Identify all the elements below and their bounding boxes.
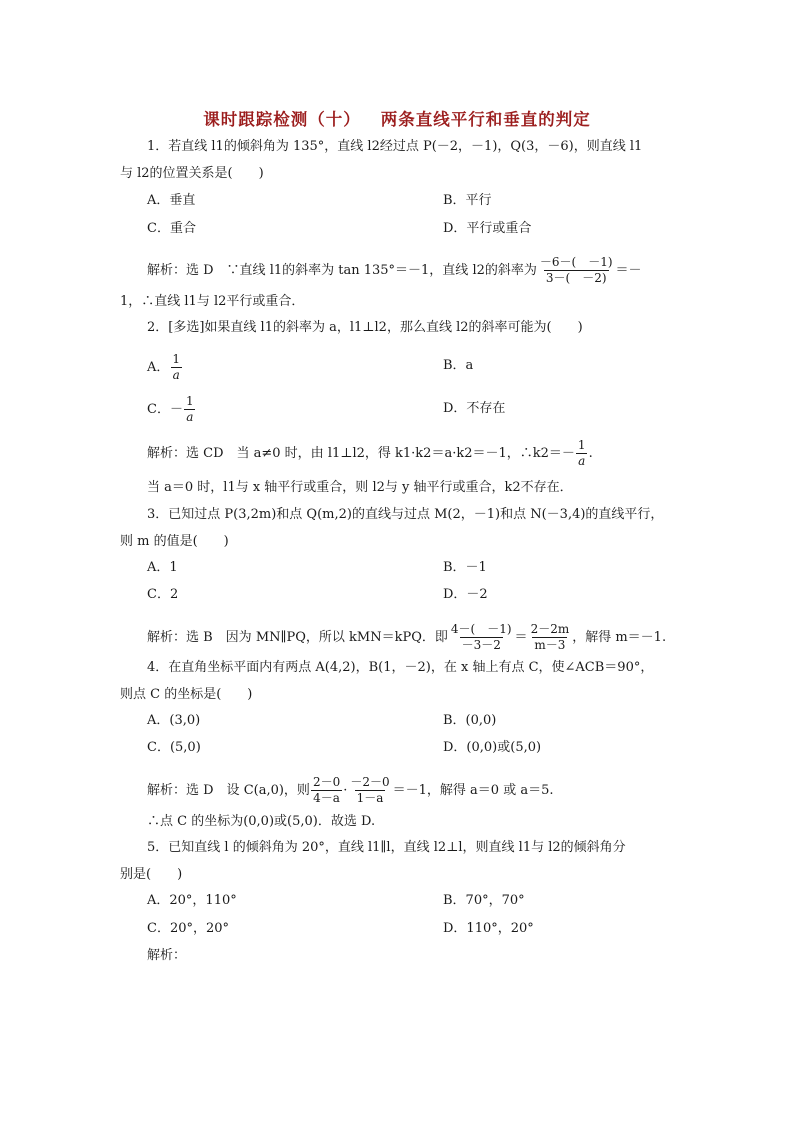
- q3-solution-fraction-1: [449, 622, 514, 653]
- q2-solution-line1: [147, 438, 593, 469]
- q5-stem-line1: 5．已知直线 l 的倾斜角为 20°，直线 l1∥l，直线 l2⊥l，则直线 l1与 l2的倾斜角分: [147, 840, 626, 855]
- q2-option-a-denominator: a: [172, 368, 180, 382]
- q2-solution-fraction: [576, 438, 588, 469]
- q2-option-b: B．a: [443, 358, 474, 373]
- q4-solution-fraction-2: [348, 775, 391, 806]
- q3-solution-equals: ＝: [514, 630, 528, 645]
- q2-option-d: D．不存在: [443, 401, 506, 416]
- q4-solution-denominator-1: 4－a: [313, 791, 340, 805]
- q1-stem-line1: 1．若直线 l1的倾斜角为 135°，直线 l2经过点 P(－2，－1)，Q(3，－6)，则直线 l1: [147, 139, 643, 154]
- q4-solution-fraction-1: [311, 775, 342, 806]
- q1-solution-fraction: [538, 255, 615, 286]
- title-part2: 两条直线平行和垂直的判定: [380, 110, 591, 129]
- q4-solution-dot: ·: [343, 783, 348, 798]
- q3-solution-denominator-2: m－3: [534, 638, 566, 652]
- q4-option-b: B．(0,0): [443, 713, 497, 728]
- q3-option-a: A．1: [147, 560, 178, 575]
- q3-solution-tail: ，解得 m＝－1.: [572, 630, 667, 645]
- q2-solution-line2: 当 a＝0 时，l1与 x 轴平行或重合，则 l2与 y 轴平行或重合，k2不存在．: [147, 480, 573, 495]
- q1-option-b: B．平行: [443, 193, 492, 208]
- page-title: [0, 106, 794, 130]
- q5-stem-line2: 别是( ): [120, 867, 183, 882]
- q2-solution-tail: .: [588, 446, 593, 461]
- q5-option-d: D．110°，20°: [443, 921, 534, 936]
- q5-option-a: A．20°，110°: [147, 893, 237, 908]
- q5-option-c: C．20°，20°: [147, 921, 230, 936]
- q2-option-c-denominator: a: [186, 410, 194, 424]
- q3-solution-numerator-1: 4－( －1): [450, 622, 512, 636]
- q1-solution-denominator: 3－( －2): [545, 271, 607, 285]
- q1-solution-tail: ＝－: [615, 263, 642, 278]
- q1-option-c: C．重合: [147, 221, 196, 236]
- q1-solution-line2: 1，∴直线 l1与 l2平行或重合．: [120, 294, 305, 309]
- q5-solution-line1: 解析：: [147, 948, 187, 963]
- q2-option-c-numerator: 1: [185, 394, 194, 408]
- q4-solution-denominator-2: 1－a: [356, 791, 384, 805]
- q3-option-d: D．－2: [443, 587, 488, 602]
- q1-solution-line1: [147, 255, 642, 286]
- q2-stem-line1: 2．[多选]如果直线 l1的斜率为 a，l1⊥l2，那么直线 l2的斜率可能为( ): [147, 320, 583, 335]
- q4-option-c: C．(5,0): [147, 740, 201, 755]
- q4-stem-line1: 4．在直角坐标平面内有两点 A(4,2)，B(1，－2)，在 x 轴上有点 C，使∠ACB＝90°，: [147, 660, 654, 675]
- q3-solution-line1: [147, 622, 666, 653]
- q2-option-c: [147, 394, 197, 425]
- q2-solution-text: 解析：选 CD 当 a≠0 时，由 l1⊥l2，得 k1·k2＝a·k2＝－1，∴k2＝－: [147, 446, 575, 461]
- q3-stem-line2: 则 m 的值是( ): [120, 534, 229, 549]
- q4-solution-line2: ∴点 C 的坐标为(0,0)或(5,0)．故选 D.: [147, 814, 376, 829]
- q4-solution-numerator-2: －2－0: [350, 775, 390, 789]
- q1-option-d: D．平行或重合: [443, 221, 532, 236]
- q4-stem-line2: 则点 C 的坐标是( ): [120, 687, 253, 702]
- q2-solution-denominator: a: [578, 454, 586, 468]
- title-part1: 课时跟踪检测（十）: [203, 110, 361, 129]
- q2-option-c-label: C．－: [147, 402, 183, 417]
- q4-solution-tail: ＝－1，解得 a＝0 或 a＝5.: [392, 783, 554, 798]
- q4-option-a: A．(3,0): [147, 713, 201, 728]
- q1-solution-numerator: －6－( －1): [539, 255, 613, 269]
- q4-solution-text: 解析：选 D 设 C(a,0)，则: [147, 783, 310, 798]
- q2-option-c-fraction: [184, 394, 196, 425]
- q2-option-a-fraction: [170, 352, 182, 383]
- q3-option-c: C．2: [147, 587, 179, 602]
- q4-solution-numerator-1: 2－0: [312, 775, 341, 789]
- q2-option-a-label: A．: [147, 360, 170, 375]
- q3-stem-line1: 3．已知过点 P(3,2m)和点 Q(m,2)的直线与过点 M(2，－1)和点 N(－3,4)的直线平行，: [147, 507, 664, 522]
- q2-option-a-numerator: 1: [172, 352, 181, 366]
- q4-solution-line1: [147, 775, 553, 806]
- q3-solution-fraction-2: [529, 622, 572, 653]
- q4-option-d: D．(0,0)或(5,0): [443, 740, 542, 755]
- q5-option-b: B．70°，70°: [443, 893, 525, 908]
- q2-option-a: [147, 352, 183, 383]
- q3-solution-text: 解析：选 B 因为 MN∥PQ，所以 kMN＝kPQ．即: [147, 630, 448, 645]
- q3-option-b: B．－1: [443, 560, 487, 575]
- q1-option-a: A．垂直: [147, 193, 196, 208]
- q2-solution-numerator: 1: [577, 438, 586, 452]
- q3-solution-denominator-1: －3－2: [461, 638, 501, 652]
- q1-solution-text: 解析：选 D ∵直线 l1的斜率为 tan 135°＝－1，直线 l2的斜率为: [147, 263, 537, 278]
- q1-stem-line2: 与 l2的位置关系是( ): [120, 166, 264, 181]
- q3-solution-numerator-2: 2－2m: [530, 622, 570, 636]
